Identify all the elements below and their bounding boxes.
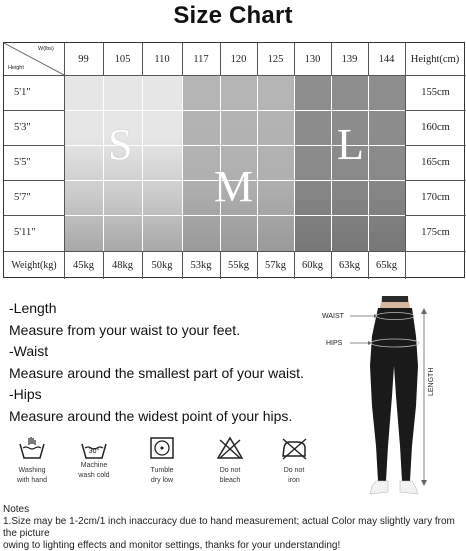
height-cm-cell: 160cm: [421, 122, 450, 133]
weight-kg-cell: 50kg: [151, 259, 173, 271]
notes-line-1: 1.Size may be 1-2cm/1 inch inaccuracy due to hand measurement; actual Color may slightly vary from the picture: [3, 516, 455, 539]
height-ft-cell: 5'3": [14, 122, 31, 133]
weight-lbs-header-cell: 99: [78, 53, 89, 65]
notes-line-2: owing to lighting effects and monitor settings, thanks for your understanding!: [3, 540, 341, 551]
height-cm-cell: 165cm: [421, 157, 450, 168]
weight-kg-cell: 45kg: [73, 259, 94, 271]
height-ft-cell: 5'7": [14, 192, 31, 203]
weight-kg-cell: 57kg: [265, 259, 286, 271]
size-m-letter: M: [214, 162, 254, 211]
weight-lbs-header-cell: 105: [114, 53, 131, 65]
height-ft-cell: 5'5": [14, 157, 31, 168]
care-machine-wash-line1: Machine: [80, 462, 108, 469]
wash-temp-badge: 30°: [88, 448, 100, 455]
care-do-not-iron-line2: iron: [288, 476, 300, 484]
size-l-letter: L: [337, 120, 364, 169]
length-title: -Length: [9, 300, 57, 316]
weight-kg-cell: 53kg: [190, 259, 212, 271]
care-item-machine-wash: [64, 436, 124, 479]
corner-weight-label: W(lbs): [38, 46, 54, 52]
hand-wash-icon: [17, 436, 47, 460]
hips-description: Measure around the widest point of your hips.: [9, 407, 293, 424]
care-item-do-not-bleach: [200, 436, 260, 484]
weight-lbs-header-cell: 110: [154, 53, 170, 65]
waist-description: Measure around the smallest part of your waist.: [9, 364, 304, 381]
weight-lbs-header-cell: 144: [378, 53, 395, 65]
machine-wash-30-icon: [79, 436, 109, 460]
do-not-bleach-icon: [215, 436, 245, 460]
weight-kg-cell: 63kg: [339, 259, 360, 271]
notes-section: [3, 504, 466, 551]
care-hand-wash-line1: Washing: [18, 467, 46, 474]
do-not-iron-icon: [279, 436, 309, 460]
waist-title: -Waist: [9, 343, 49, 359]
size-chart-table: [3, 42, 465, 278]
size-s-letter: S: [108, 120, 133, 169]
care-tumble-dry-line2: dry low: [150, 476, 174, 484]
care-do-not-bleach-line2: bleach: [219, 476, 241, 484]
care-machine-wash-line2: wash cold: [78, 471, 110, 479]
waist-label: WAIST: [322, 313, 344, 320]
height-ft-cell: 5'1": [14, 87, 31, 98]
weight-kg-header: Weight(kg): [11, 259, 57, 271]
care-item-do-not-iron: [264, 436, 324, 484]
height-cm-cell: 155cm: [421, 87, 450, 98]
hips-label: HIPS: [326, 340, 343, 347]
weight-kg-cell: 48kg: [112, 259, 133, 271]
model-figure: [320, 296, 466, 501]
measurement-instructions: [9, 298, 304, 427]
care-hand-wash-line2: with hand: [17, 476, 47, 484]
weight-lbs-header-cell: 139: [341, 53, 358, 65]
weight-lbs-header-cell: 120: [230, 53, 247, 65]
leggings-model-illustration: [320, 296, 466, 501]
corner-height-label: Height: [8, 65, 24, 71]
height-cm-cell: 170cm: [421, 192, 450, 203]
weight-kg-cell: 55kg: [228, 259, 249, 271]
weight-kg-cell: 65kg: [376, 259, 397, 271]
care-item-hand-wash: [2, 436, 62, 484]
care-item-tumble-dry: [132, 436, 192, 484]
care-do-not-iron-line1: Do not: [283, 467, 305, 474]
care-tumble-dry-line1: Tumble: [150, 467, 174, 474]
tumble-dry-low-icon: [147, 436, 177, 460]
page-title: Size Chart: [173, 2, 293, 29]
length-label: LENGTH: [428, 367, 435, 396]
notes-heading: Notes: [3, 504, 30, 515]
length-description: Measure from your waist to your feet.: [9, 321, 241, 338]
weight-lbs-header-cell: 117: [193, 53, 209, 65]
weight-kg-cell: 60kg: [302, 259, 323, 271]
care-do-not-bleach-line1: Do not: [219, 467, 241, 474]
weight-lbs-header-cell: 125: [267, 53, 284, 65]
height-ft-cell: 5'11": [14, 227, 36, 238]
weight-lbs-header-cell: 130: [304, 53, 321, 65]
height-cm-header: Height(cm): [410, 53, 460, 65]
height-cm-cell: 175cm: [421, 227, 450, 238]
hips-title: -Hips: [9, 386, 42, 402]
